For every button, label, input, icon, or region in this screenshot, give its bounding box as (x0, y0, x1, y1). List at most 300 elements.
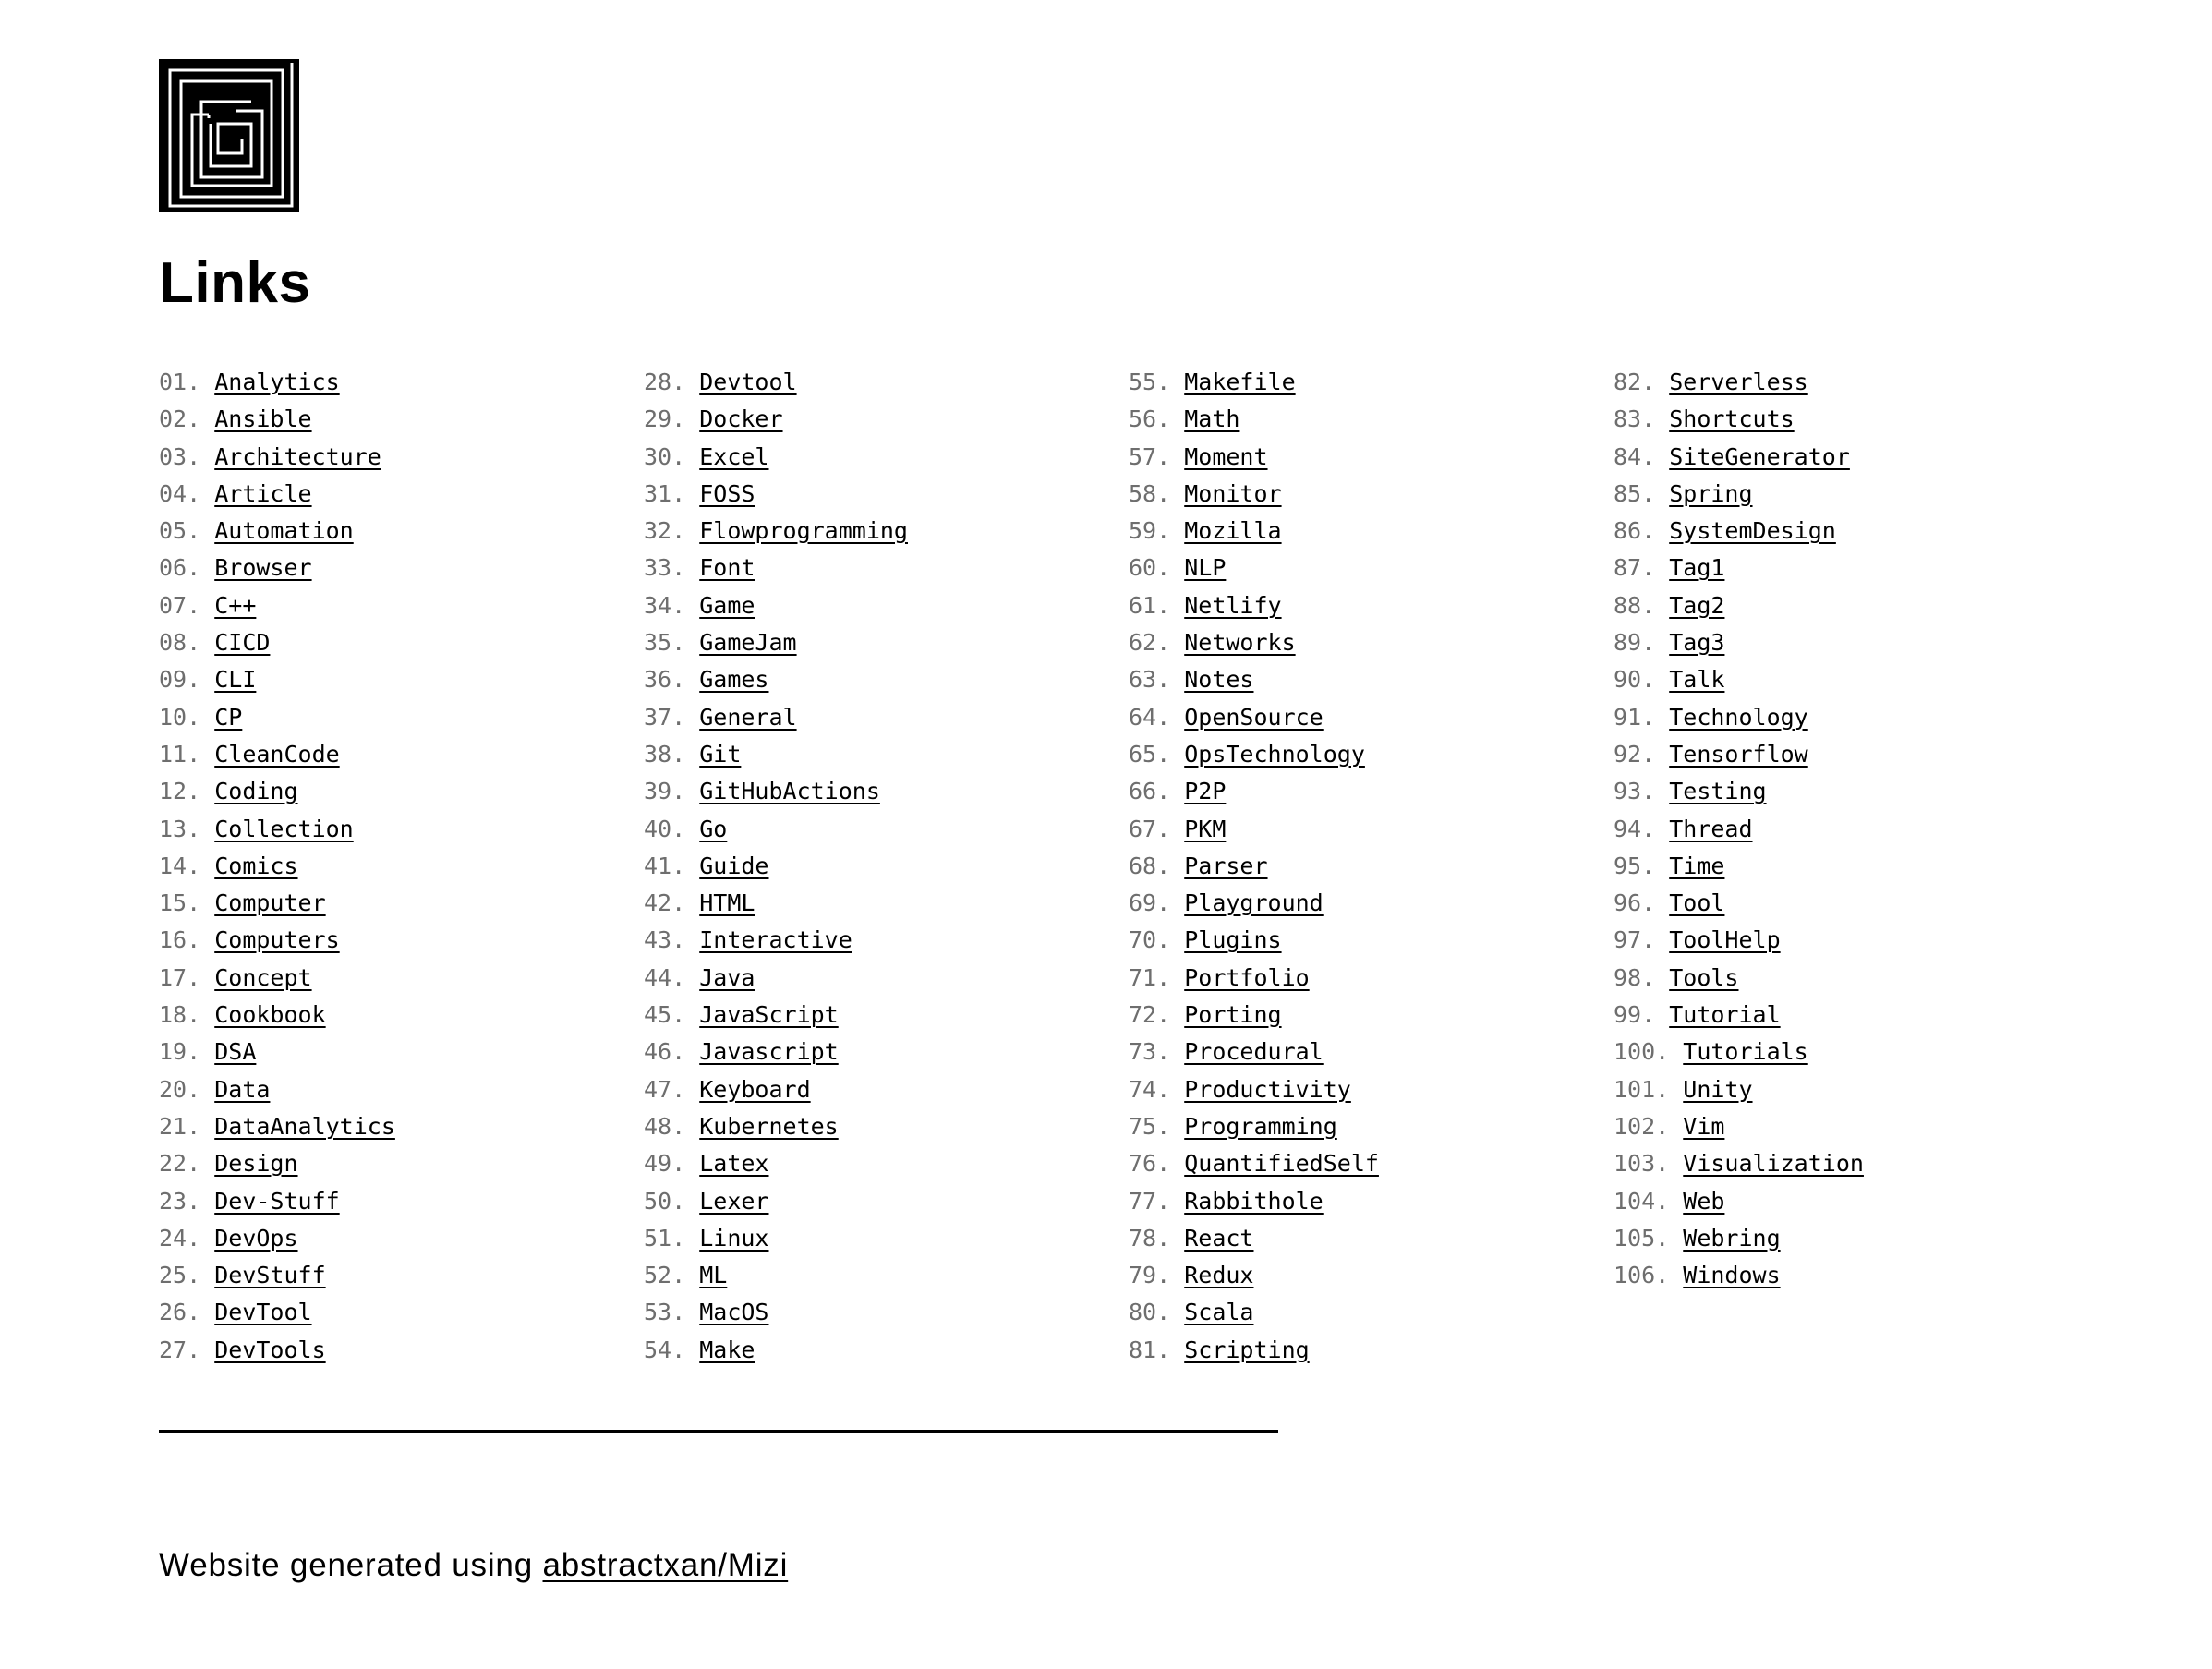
tag-link[interactable]: GitHubActions (699, 778, 880, 805)
tag-link[interactable]: SiteGenerator (1669, 442, 1850, 470)
tag-link[interactable]: Excel (699, 442, 769, 470)
tag-link[interactable]: Rabbithole (1184, 1187, 1324, 1215)
tag-link[interactable]: Architecture (214, 442, 381, 470)
tag-link[interactable]: Kubernetes (699, 1112, 839, 1140)
list-item (159, 1220, 644, 1257)
tag-link[interactable]: Data (214, 1075, 271, 1103)
tag-link[interactable]: Tutorials (1683, 1038, 1808, 1066)
list-item-number: 34. (644, 591, 700, 619)
tag-link[interactable]: Font (699, 554, 755, 582)
list-item (1614, 550, 2098, 587)
list-item (644, 997, 1129, 1034)
tag-link[interactable]: Collection (214, 815, 354, 842)
list-item-number: 33. (644, 554, 700, 582)
list-item (159, 364, 644, 401)
tag-link[interactable]: Redux (1184, 1262, 1254, 1289)
list-item-number: 38. (644, 740, 700, 768)
tag-link[interactable]: Porting (1184, 1001, 1282, 1029)
list-item-number: 05. (159, 517, 215, 545)
list-item (1129, 1145, 1614, 1182)
tag-link[interactable]: Spring (1669, 479, 1753, 507)
list-item-number: 71. (1129, 963, 1185, 991)
list-item (159, 587, 644, 624)
list-item (1129, 699, 1614, 736)
list-item (1129, 736, 1614, 773)
tag-link[interactable]: JavaScript (699, 1001, 839, 1029)
list-item-number: 29. (644, 405, 700, 433)
list-item (159, 661, 644, 698)
list-item (1129, 997, 1614, 1034)
list-item-number: 46. (644, 1038, 700, 1066)
list-item-number: 14. (159, 852, 215, 879)
list-item (644, 1034, 1129, 1070)
tag-link[interactable]: Games (699, 666, 769, 694)
links-list (159, 364, 2098, 1369)
tag-link[interactable]: FOSS (699, 479, 755, 507)
list-item (159, 550, 644, 587)
tag-link[interactable]: Thread (1669, 815, 1753, 842)
list-item-number: 66. (1129, 778, 1185, 805)
list-item-number: 56. (1129, 405, 1185, 433)
tag-link[interactable]: Time (1669, 852, 1725, 879)
list-item (644, 1071, 1129, 1108)
tag-link[interactable]: Coding (214, 778, 298, 805)
list-item-number: 04. (159, 479, 215, 507)
list-item (644, 922, 1129, 959)
tag-link[interactable]: Analytics (214, 369, 340, 395)
list-item (644, 624, 1129, 661)
list-item (1129, 624, 1614, 661)
list-item-number: 41. (644, 852, 700, 879)
tag-link[interactable]: DSA (214, 1038, 257, 1066)
list-item-number: 100. (1614, 1038, 1684, 1066)
list-item-number: 91. (1614, 703, 1670, 731)
tag-link[interactable]: Math (1184, 405, 1240, 433)
list-item-number: 10. (159, 703, 215, 731)
list-item (1129, 550, 1614, 587)
list-item-number: 87. (1614, 554, 1670, 582)
tag-link[interactable]: GameJam (699, 629, 797, 657)
tag-link[interactable]: PKM (1184, 815, 1227, 842)
tag-link[interactable]: OpsTechnology (1184, 740, 1365, 768)
tag-link[interactable]: QuantifiedSelf (1184, 1150, 1379, 1178)
list-item (159, 624, 644, 661)
list-item (644, 811, 1129, 848)
list-item (159, 773, 644, 810)
list-item-number: 63. (1129, 666, 1185, 694)
list-item (644, 1257, 1129, 1294)
list-item (1129, 1332, 1614, 1369)
list-item (644, 364, 1129, 401)
list-item (1614, 811, 2098, 848)
list-item-number: 67. (1129, 815, 1185, 842)
tag-link[interactable]: Productivity (1184, 1075, 1351, 1103)
divider (159, 1430, 1278, 1433)
tag-link[interactable]: NLP (1184, 554, 1227, 582)
list-item (644, 1183, 1129, 1220)
list-item (644, 848, 1129, 885)
list-item-number: 72. (1129, 1001, 1185, 1029)
list-item (1614, 736, 2098, 773)
list-item (644, 1220, 1129, 1257)
tag-link[interactable]: Portfolio (1184, 963, 1310, 991)
footer-text: Website generated using (159, 1547, 533, 1583)
list-item-number: 58. (1129, 479, 1185, 507)
list-item (644, 513, 1129, 550)
tag-link[interactable]: Computer (214, 889, 326, 917)
list-item-number: 50. (644, 1187, 700, 1215)
list-item (1129, 476, 1614, 513)
list-item-number: 94. (1614, 815, 1670, 842)
list-item-number: 57. (1129, 442, 1185, 470)
list-item-number: 06. (159, 554, 215, 582)
list-item-number: 61. (1129, 591, 1185, 619)
list-item (1614, 960, 2098, 997)
list-item (644, 1108, 1129, 1145)
tag-link[interactable]: Comics (214, 852, 298, 879)
list-item-number: 69. (1129, 889, 1185, 917)
list-item (159, 476, 644, 513)
tag-link[interactable]: Programming (1184, 1112, 1337, 1140)
list-item-number: 26. (159, 1299, 215, 1326)
footer (159, 1547, 788, 1584)
tag-link[interactable]: C++ (214, 591, 257, 619)
list-item (644, 401, 1129, 438)
list-item (159, 513, 644, 550)
list-item-number: 18. (159, 1001, 215, 1029)
list-item-number: 07. (159, 591, 215, 619)
list-item-number: 79. (1129, 1262, 1185, 1289)
list-item-number: 97. (1614, 926, 1670, 954)
tag-link[interactable]: Tag1 (1669, 554, 1725, 582)
list-item (1129, 513, 1614, 550)
list-item-number: 21. (159, 1112, 215, 1140)
tag-link[interactable]: HTML (699, 889, 755, 917)
links-column (1614, 364, 2098, 1369)
list-item (1614, 476, 2098, 513)
list-item-number: 64. (1129, 703, 1185, 731)
tag-link[interactable]: Webring (1683, 1224, 1781, 1252)
list-item-number: 105. (1614, 1224, 1684, 1252)
tag-link[interactable]: Tutorial (1669, 1001, 1781, 1029)
tag-link[interactable]: Latex (699, 1150, 769, 1178)
list-item (1614, 997, 2098, 1034)
tag-link[interactable]: Devtool (699, 369, 797, 395)
list-item (1614, 513, 2098, 550)
tag-link[interactable]: Unity (1683, 1075, 1753, 1103)
list-item-number: 80. (1129, 1299, 1185, 1326)
list-item (1614, 699, 2098, 736)
tag-link[interactable]: OpenSource (1184, 703, 1324, 731)
list-item-number: 85. (1614, 479, 1670, 507)
tag-link[interactable]: DevStuff (214, 1262, 326, 1289)
list-item-number: 45. (644, 1001, 700, 1029)
tag-link[interactable]: Networks (1184, 629, 1296, 657)
tag-link[interactable]: DevTool (214, 1299, 312, 1326)
list-item-number: 74. (1129, 1075, 1185, 1103)
list-item-number: 11. (159, 740, 215, 768)
tag-link[interactable]: Git (699, 740, 742, 768)
spiral-maze-icon[interactable] (159, 59, 299, 212)
list-item-number: 13. (159, 815, 215, 842)
list-item (644, 587, 1129, 624)
tag-link[interactable]: Serverless (1669, 369, 1808, 395)
tag-link[interactable]: Web (1683, 1187, 1725, 1215)
list-item-number: 48. (644, 1112, 700, 1140)
list-item-number: 32. (644, 517, 700, 545)
list-item-number: 28. (644, 369, 700, 395)
list-item-number: 24. (159, 1224, 215, 1252)
list-item (1614, 848, 2098, 885)
list-item (644, 699, 1129, 736)
list-item-number: 09. (159, 666, 215, 694)
list-item (1129, 364, 1614, 401)
list-item-number: 31. (644, 479, 700, 507)
list-item (644, 960, 1129, 997)
tag-link[interactable]: Tensorflow (1669, 740, 1808, 768)
tag-link[interactable]: DataAnalytics (214, 1112, 395, 1140)
tag-link[interactable]: Automation (214, 517, 354, 545)
list-item-number: 93. (1614, 778, 1670, 805)
tag-link[interactable]: Keyboard (699, 1075, 811, 1103)
list-item (1614, 1034, 2098, 1070)
tag-link[interactable]: Concept (214, 963, 312, 991)
tag-link[interactable]: Computers (214, 926, 340, 954)
list-item-number: 99. (1614, 1001, 1670, 1029)
tag-link[interactable]: Notes (1184, 666, 1254, 694)
list-item-number: 54. (644, 1336, 700, 1363)
list-item-number: 82. (1614, 369, 1670, 395)
list-item-number: 98. (1614, 963, 1670, 991)
list-item (159, 699, 644, 736)
list-item (1129, 1071, 1614, 1108)
tag-link[interactable]: Moment (1184, 442, 1268, 470)
list-item (159, 960, 644, 997)
list-item-number: 36. (644, 666, 700, 694)
list-item (644, 773, 1129, 810)
tag-link[interactable]: Make (699, 1336, 755, 1363)
list-item-number: 23. (159, 1187, 215, 1215)
tag-link[interactable]: Docker (699, 405, 783, 433)
tag-link[interactable]: Tag3 (1669, 629, 1725, 657)
tag-link[interactable]: SystemDesign (1669, 517, 1836, 545)
list-item (159, 922, 644, 959)
list-item-number: 12. (159, 778, 215, 805)
tag-link[interactable]: Procedural (1184, 1038, 1324, 1066)
page-title: Links (159, 251, 311, 315)
tag-link[interactable]: React (1184, 1224, 1254, 1252)
tag-link[interactable]: Java (699, 963, 755, 991)
tag-link[interactable]: Flowprogramming (699, 517, 908, 545)
list-item (159, 1034, 644, 1070)
list-item-number: 47. (644, 1075, 700, 1103)
tag-link[interactable]: Guide (699, 852, 769, 879)
tag-link[interactable]: Game (699, 591, 755, 619)
list-item (1129, 401, 1614, 438)
tag-link[interactable]: Lexer (699, 1187, 769, 1215)
tag-link[interactable]: Tag2 (1669, 591, 1725, 619)
list-item-number: 88. (1614, 591, 1670, 619)
list-item-number: 101. (1614, 1075, 1684, 1103)
list-item (644, 736, 1129, 773)
tag-link[interactable]: Dev-Stuff (214, 1187, 340, 1215)
list-item-number: 40. (644, 815, 700, 842)
list-item-number: 75. (1129, 1112, 1185, 1140)
tag-link[interactable]: MacOS (699, 1299, 769, 1326)
tag-link[interactable]: Javascript (699, 1038, 839, 1066)
tag-link[interactable]: Cookbook (214, 1001, 326, 1029)
list-item (1129, 1183, 1614, 1220)
list-item-number: 95. (1614, 852, 1670, 879)
tag-link[interactable]: ToolHelp (1669, 926, 1781, 954)
list-item (159, 1145, 644, 1182)
list-item (1614, 922, 2098, 959)
list-item (1614, 885, 2098, 922)
list-item (1614, 439, 2098, 476)
list-item-number: 59. (1129, 517, 1185, 545)
list-item (644, 439, 1129, 476)
list-item (1129, 885, 1614, 922)
page (159, 59, 2098, 1583)
list-item (1129, 773, 1614, 810)
list-item (1614, 661, 2098, 698)
tag-link[interactable]: Browser (214, 554, 312, 582)
list-item-number: 86. (1614, 517, 1670, 545)
list-item-number: 08. (159, 629, 215, 657)
list-item-number: 62. (1129, 629, 1185, 657)
tag-link[interactable]: Vim (1683, 1112, 1725, 1140)
list-item-number: 89. (1614, 629, 1670, 657)
list-item-number: 30. (644, 442, 700, 470)
list-item (159, 1294, 644, 1331)
tag-link[interactable]: Linux (699, 1224, 769, 1252)
list-item-number: 70. (1129, 926, 1185, 954)
tag-link[interactable]: Windows (1683, 1262, 1781, 1289)
tag-link[interactable]: Tools (1669, 963, 1739, 991)
list-item-number: 78. (1129, 1224, 1185, 1252)
list-item-number: 65. (1129, 740, 1185, 768)
tag-link[interactable]: ML (699, 1262, 728, 1289)
list-item (159, 811, 644, 848)
tag-link[interactable]: Interactive (699, 926, 852, 954)
tag-link[interactable]: Ansible (214, 405, 312, 433)
list-item-number: 43. (644, 926, 700, 954)
list-item (159, 848, 644, 885)
list-item (644, 1294, 1129, 1331)
tag-link[interactable]: Design (214, 1150, 298, 1178)
list-item-number: 37. (644, 703, 700, 731)
tag-link[interactable]: Technology (1669, 703, 1808, 731)
tag-link[interactable]: Article (214, 479, 312, 507)
list-item-number: 17. (159, 963, 215, 991)
tag-link[interactable]: Talk (1669, 666, 1725, 694)
list-item-number: 16. (159, 926, 215, 954)
list-item (1614, 1145, 2098, 1182)
list-item (159, 1108, 644, 1145)
tag-link[interactable]: Plugins (1184, 926, 1282, 954)
list-item-number: 53. (644, 1299, 700, 1326)
tag-link[interactable]: Shortcuts (1669, 405, 1795, 433)
list-item (644, 661, 1129, 698)
tag-link[interactable]: Netlify (1184, 591, 1282, 619)
list-item (1614, 587, 2098, 624)
tag-link[interactable]: DevOps (214, 1224, 298, 1252)
list-item-number: 20. (159, 1075, 215, 1103)
tag-link[interactable]: Go (699, 815, 728, 842)
list-item-number: 42. (644, 889, 700, 917)
list-item (1129, 960, 1614, 997)
tag-link[interactable]: DevTools (214, 1336, 326, 1363)
tag-link[interactable]: P2P (1184, 778, 1227, 805)
list-item-number: 25. (159, 1262, 215, 1289)
list-item (1129, 1220, 1614, 1257)
list-item (159, 439, 644, 476)
tag-link[interactable]: Visualization (1683, 1150, 1864, 1178)
tag-link[interactable]: Testing (1669, 778, 1767, 805)
list-item-number: 103. (1614, 1150, 1684, 1178)
list-item-number: 73. (1129, 1038, 1185, 1066)
list-item (644, 550, 1129, 587)
list-item-number: 96. (1614, 889, 1670, 917)
list-item (1614, 1108, 2098, 1145)
list-item (159, 997, 644, 1034)
list-item-number: 104. (1614, 1187, 1684, 1215)
list-item-number: 03. (159, 442, 215, 470)
list-item-number: 15. (159, 889, 215, 917)
links-column (159, 364, 644, 1369)
list-item (1129, 848, 1614, 885)
list-item-number: 106. (1614, 1262, 1684, 1289)
list-item-number: 68. (1129, 852, 1185, 879)
tag-link[interactable]: Monitor (1184, 479, 1282, 507)
list-item (644, 1332, 1129, 1369)
list-item-number: 39. (644, 778, 700, 805)
tag-link[interactable]: Scripting (1184, 1336, 1310, 1363)
list-item-number: 52. (644, 1262, 700, 1289)
list-item-number: 49. (644, 1150, 700, 1178)
list-item-number: 102. (1614, 1112, 1684, 1140)
tag-link[interactable]: CLI (214, 666, 257, 694)
tag-link[interactable]: Scala (1184, 1299, 1254, 1326)
list-item (159, 401, 644, 438)
tag-link[interactable]: Mozilla (1184, 517, 1282, 545)
tag-link[interactable]: Playground (1184, 889, 1324, 917)
list-item-number: 01. (159, 369, 215, 395)
tag-link[interactable]: General (699, 703, 797, 731)
list-item (1614, 1071, 2098, 1108)
list-item (159, 1183, 644, 1220)
tag-link[interactable]: CleanCode (214, 740, 340, 768)
list-item (1129, 1034, 1614, 1070)
list-item (1129, 1257, 1614, 1294)
tag-link[interactable]: Parser (1184, 852, 1268, 879)
list-item-number: 84. (1614, 442, 1670, 470)
list-item-number: 55. (1129, 369, 1185, 395)
list-item-number: 77. (1129, 1187, 1185, 1215)
list-item (159, 1332, 644, 1369)
tag-link[interactable]: CP (214, 703, 243, 731)
list-item (1614, 624, 2098, 661)
list-item (644, 476, 1129, 513)
tag-link[interactable]: CICD (214, 629, 271, 657)
list-item (1129, 587, 1614, 624)
tag-link[interactable]: Tool (1669, 889, 1725, 917)
list-item (1614, 1220, 2098, 1257)
footer-repo-link[interactable]: abstractxan/Mizi (542, 1547, 789, 1583)
list-item (644, 1145, 1129, 1182)
tag-link[interactable]: Makefile (1184, 369, 1296, 395)
links-column (644, 364, 1129, 1369)
